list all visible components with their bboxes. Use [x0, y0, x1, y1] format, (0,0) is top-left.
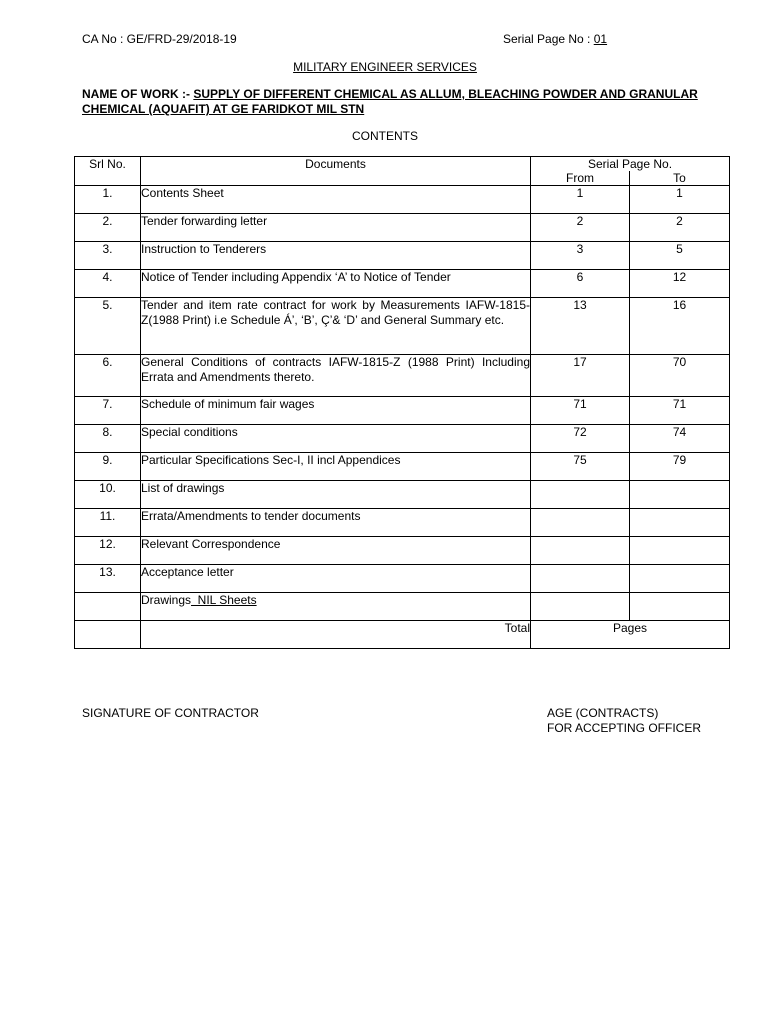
row-to: 16 [630, 298, 730, 355]
row-srl: 4. [75, 270, 141, 298]
row-srl: 3. [75, 242, 141, 270]
row-to: 1 [630, 186, 730, 214]
row-to [630, 593, 730, 621]
row-document: General Conditions of contracts IAFW-1815-Z (1988 Print) Including Errata and Amendments thereto. [141, 355, 531, 397]
row-document: Notice of Tender including Appendix ‘A’ to Notice of Tender [141, 270, 531, 298]
contents-table [74, 156, 730, 649]
header-to: To [630, 171, 730, 186]
row-document: Schedule of minimum fair wages [141, 397, 531, 425]
table-row [75, 355, 730, 397]
row-from: 2 [531, 214, 630, 242]
signature-of-contractor: SIGNATURE OF CONTRACTOR [82, 706, 259, 720]
pages-label: Pages [531, 621, 730, 649]
name-of-work-value: SUPPLY OF DIFFERENT CHEMICAL AS ALLUM, BLEACHING POWDER AND GRANULAR CHEMICAL (AQUAFIT) AT GE FARIDKOT MIL STN [82, 87, 698, 116]
row-to [630, 481, 730, 509]
contents-heading: CONTENTS [352, 129, 418, 143]
name-of-work [82, 87, 732, 117]
header-srl-no: Srl No. [75, 157, 141, 186]
row-srl: 13. [75, 565, 141, 593]
table-row [75, 565, 730, 593]
row-srl: 7. [75, 397, 141, 425]
row-to: 2 [630, 214, 730, 242]
header-serial-page-no: Serial Page No. [531, 157, 730, 172]
row-to: 71 [630, 397, 730, 425]
row-srl: 5. [75, 298, 141, 355]
serial-page-label: Serial Page No : [503, 32, 594, 46]
total-blank [75, 621, 141, 649]
row-from: 17 [531, 355, 630, 397]
row-to: 79 [630, 453, 730, 481]
row-document: Special conditions [141, 425, 531, 453]
row-from [531, 593, 630, 621]
row-srl: 2. [75, 214, 141, 242]
header-from: From [531, 171, 630, 186]
row-from [531, 537, 630, 565]
row-from: 3 [531, 242, 630, 270]
row-srl: 1. [75, 186, 141, 214]
row-document: Particular Specifications Sec-I, II incl Appendices [141, 453, 531, 481]
table-row [75, 270, 730, 298]
row-srl: 11. [75, 509, 141, 537]
row-to [630, 537, 730, 565]
row-document: Contents Sheet [141, 186, 531, 214]
row-document: Errata/Amendments to tender documents [141, 509, 531, 537]
row-to [630, 565, 730, 593]
row-document: Relevant Correspondence [141, 537, 531, 565]
row-document: Tender and item rate contract for work by Measurements IAFW-1815-Z(1988 Print) i.e Schedule Á’, ‘B’, Ç’& ‘D’ and General Summary etc. [141, 298, 531, 355]
row-from: 13 [531, 298, 630, 355]
row-from: 75 [531, 453, 630, 481]
accepting-line-2: FOR ACCEPTING OFFICER [547, 721, 702, 735]
table-row [75, 242, 730, 270]
page-title: MILITARY ENGINEER SERVICES [293, 60, 477, 74]
row-document: Acceptance letter [141, 565, 531, 593]
row-from: 71 [531, 397, 630, 425]
row-from: 6 [531, 270, 630, 298]
serial-page-value: 01 [593, 32, 608, 46]
row-srl [75, 593, 141, 621]
serial-page-number [503, 32, 607, 46]
table-row [75, 509, 730, 537]
row-srl: 10. [75, 481, 141, 509]
drawings-cell [141, 593, 531, 621]
row-to: 5 [630, 242, 730, 270]
name-of-work-label: NAME OF WORK :- [82, 87, 194, 101]
row-to: 70 [630, 355, 730, 397]
row-to: 12 [630, 270, 730, 298]
row-from [531, 481, 630, 509]
row-from: 1 [531, 186, 630, 214]
row-document: Instruction to Tenderers [141, 242, 531, 270]
row-srl: 9. [75, 453, 141, 481]
table-row [75, 214, 730, 242]
table-row [75, 298, 730, 355]
ca-number: CA No : GE/FRD-29/2018-19 [82, 32, 237, 46]
accepting-line-1: AGE (CONTRACTS) [547, 706, 659, 720]
row-from [531, 565, 630, 593]
row-srl: 8. [75, 425, 141, 453]
table-row [75, 397, 730, 425]
table-row [75, 481, 730, 509]
row-srl: 6. [75, 355, 141, 397]
row-document: Tender forwarding letter [141, 214, 531, 242]
row-srl: 12. [75, 537, 141, 565]
table-row [75, 537, 730, 565]
table-row [75, 453, 730, 481]
row-from: 72 [531, 425, 630, 453]
drawings-value: NIL Sheets [191, 593, 257, 607]
header-documents: Documents [141, 157, 531, 186]
table-row-total [75, 621, 730, 649]
row-from [531, 509, 630, 537]
row-document: List of drawings [141, 481, 531, 509]
accepting-officer-block [547, 706, 701, 736]
table-row [75, 425, 730, 453]
row-to: 74 [630, 425, 730, 453]
row-to [630, 509, 730, 537]
total-label: Total [141, 621, 531, 649]
table-row-drawings [75, 593, 730, 621]
table-row [75, 186, 730, 214]
drawings-label: Drawings [141, 593, 192, 607]
